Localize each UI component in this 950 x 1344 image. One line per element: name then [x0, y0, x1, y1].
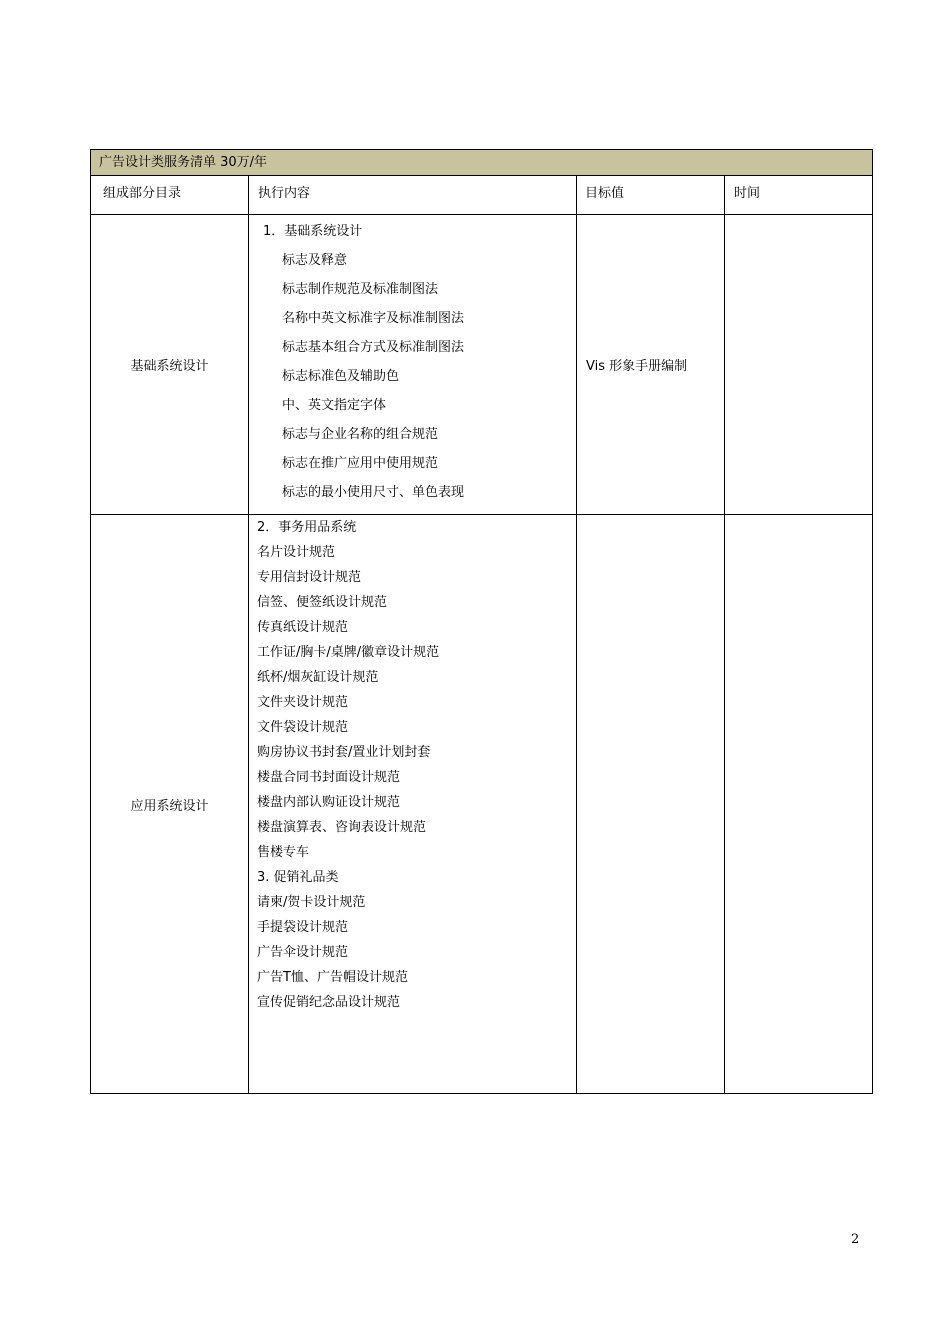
- row-section-basic: 基础系统设计: [91, 215, 249, 515]
- basic-items-list: [249, 215, 576, 514]
- table-title: 广告设计类服务清单 30万/年: [91, 150, 873, 176]
- list-item: 纸杯/烟灰缸设计规范: [257, 670, 379, 685]
- page-number: 2: [851, 1232, 860, 1247]
- list-item: 传真纸设计规范: [257, 620, 349, 635]
- header-target-label: 目标值: [585, 186, 625, 201]
- list-item: 标志的最小使用尺寸、单色表现: [282, 485, 465, 500]
- target-value: Vis 形象手册编制: [586, 359, 688, 374]
- row-section-apply: 应用系统设计: [91, 515, 249, 1094]
- table-row: [91, 515, 873, 1094]
- list-item: 标志与企业名称的组合规范: [282, 427, 439, 442]
- list-item: 宣传促销纪念品设计规范: [257, 995, 401, 1010]
- list-item: 楼盘演算表、咨询表设计规范: [257, 820, 427, 835]
- list-item: 请柬/贺卡设计规范: [257, 895, 366, 910]
- list-item: 2．事务用品系统: [257, 520, 357, 535]
- list-item: 3. 促销礼品类: [257, 870, 339, 885]
- list-item: 广告T恤、广告帽设计规范: [257, 970, 408, 985]
- list-item: 标志及释意: [282, 253, 348, 268]
- list-item: 信签、便签纸设计规范: [257, 595, 388, 610]
- list-item: 楼盘合同书封面设计规范: [257, 770, 401, 785]
- list-item: 名片设计规范: [257, 545, 336, 560]
- header-content-label: 执行内容: [258, 186, 311, 201]
- list-item: 标志制作规范及标准制图法: [282, 282, 439, 297]
- header-content: [249, 176, 577, 215]
- header-section-label: 组成部分目录: [103, 186, 182, 201]
- service-list-table: [90, 149, 873, 1094]
- list-item: 标志标准色及辅助色: [282, 369, 400, 384]
- header-section: [91, 176, 249, 215]
- header-time-label: 时间: [734, 186, 761, 201]
- row-target-basic: [577, 215, 725, 515]
- list-item: 工作证/胸卡/桌牌/徽章设计规范: [257, 645, 440, 660]
- list-item: 售楼专车: [257, 845, 310, 860]
- table-row: [91, 215, 873, 515]
- row-time-apply: [725, 515, 873, 1094]
- list-item: 标志在推广应用中使用规范: [282, 456, 439, 471]
- list-item: 名称中英文标准字及标准制图法: [282, 311, 465, 326]
- list-item: 文件袋设计规范: [257, 720, 349, 735]
- list-item: 楼盘内部认购证设计规范: [257, 795, 401, 810]
- table-title-row: [91, 150, 873, 176]
- row-time-basic: [725, 215, 873, 515]
- list-item: 购房协议书封套/置业计划封套: [257, 745, 431, 760]
- apply-items-list: [249, 515, 576, 1019]
- list-item: 文件夹设计规范: [257, 695, 349, 710]
- list-item: 标志基本组合方式及标准制图法: [282, 340, 465, 355]
- header-time: [725, 176, 873, 215]
- table-header-row: [91, 176, 873, 215]
- list-item: 专用信封设计规范: [257, 570, 362, 585]
- header-target: [577, 176, 725, 215]
- list-item: 1．基础系统设计: [263, 224, 363, 239]
- row-content-apply: [249, 515, 577, 1094]
- row-content-basic: [249, 215, 577, 515]
- list-item: 广告伞设计规范: [257, 945, 349, 960]
- list-item: 手提袋设计规范: [257, 920, 349, 935]
- row-target-apply: [577, 515, 725, 1094]
- list-item: 中、英文指定字体: [282, 398, 387, 413]
